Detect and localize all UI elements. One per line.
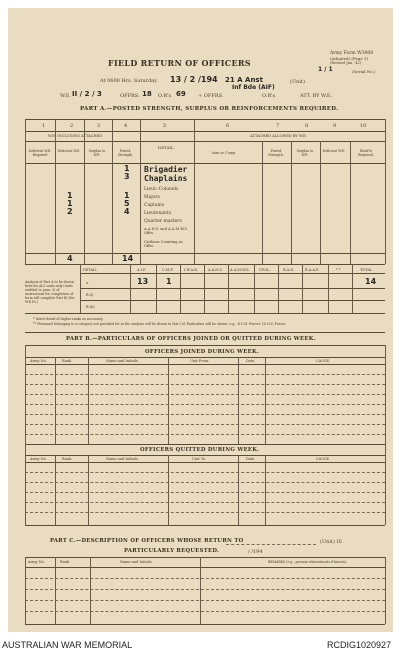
- att-by-we-label: ATT. BY W.E.: [300, 93, 333, 99]
- hdr-posted-strength-r: Posted Strength.: [268, 149, 284, 157]
- col-num-6: 6: [226, 123, 230, 129]
- analysis-hdr-aans: A.A.N.S.: [208, 268, 223, 272]
- joined-hdr-army-no: Army No.: [30, 359, 47, 363]
- analysis-hdr-total: TOTAL: [360, 268, 373, 272]
- plus-offrs-label: + OFFRS.: [198, 93, 224, 99]
- posted-majors: 1: [124, 191, 130, 200]
- note-2: ** Personnel belonging to a category not provided for in the analysis will be shown in this Col. Particulars will be shown, e.g., D.C.H. Forces: 16 N.Z. Forces: [33, 322, 286, 326]
- analysis-hdr-aamws: A.A.M.W.S.: [230, 268, 250, 272]
- col-num-1: 1: [42, 123, 46, 129]
- posted-chaplains: 3: [124, 172, 130, 181]
- unit-label: (Unit): [290, 79, 305, 85]
- quitted-title: OFFICERS QUITTED DURING WEEK.: [140, 447, 260, 453]
- joined-hdr-date: Date.: [246, 359, 256, 363]
- analysis-hdr-other: * *: [336, 268, 341, 272]
- form-title: FIELD RETURN OF OFFICERS: [108, 58, 251, 68]
- rank-aans: A.A.N.S. and A.A.M.W.S. Offrs.: [144, 227, 189, 235]
- hdr-deficient-we: Deficient W.E.: [57, 149, 81, 153]
- col-num-8: 8: [305, 123, 309, 129]
- rank-lieutenants: Lieutenants: [144, 211, 172, 216]
- joined-hdr-unit: Unit From.: [190, 359, 210, 363]
- analysis-row-a: a.: [86, 281, 90, 285]
- analysis-row-bii: B.(ii): [86, 305, 95, 309]
- col-num-2: 2: [70, 123, 74, 129]
- analysis-hdr-ran: R.A.N.: [283, 268, 295, 272]
- quitted-hdr-cause: CAUSE.: [316, 457, 331, 461]
- posted-brigadier: 1: [124, 164, 130, 173]
- analysis-hdr-raaf: R.A.A.F.: [305, 268, 320, 272]
- analysis-hdr-civil: CIVIL.: [259, 268, 271, 272]
- hrs-line: At 0600 Hrs. Saturday: [100, 78, 157, 84]
- part-c-hdr-army-no: Army No.: [28, 560, 45, 564]
- quitted-hdr-date: Date.: [246, 457, 256, 461]
- rank-captains: Captains: [144, 203, 165, 208]
- analysis-row-bi: B.(i): [86, 293, 94, 297]
- col-num-5: 5: [163, 123, 167, 129]
- analysis-aif-value: 13: [137, 277, 149, 286]
- we-value: II / 2 / 3: [72, 90, 102, 98]
- adopted-label: (Adopted) (Page 1): [330, 56, 369, 61]
- analysis-total-value: 14: [365, 277, 377, 286]
- deficient-lieutenants: 2: [67, 207, 73, 216]
- part-c-title-2: PARTICULARLY REQUESTED.: [124, 548, 220, 554]
- part-b-title: PART B.—PARTICULARS OF OFFICERS JOINED OR QUITTED DURING WEEK.: [66, 336, 316, 342]
- part-c-hdr-remarks: REMARKS (e.g., present whereabouts if known).: [268, 560, 347, 564]
- hdr-surplus-r: Surplus to W.E.: [296, 149, 314, 157]
- rank-quartermasters: Quarter-masters: [144, 219, 182, 224]
- hdr-deficient-required: Deficient W.E. Required: [28, 149, 52, 157]
- rank-lt-colonels: Lieut.-Colonels: [144, 187, 179, 192]
- rank-civilians: Civilians Counting as Offrs.: [144, 240, 183, 248]
- analysis-hdr-aif: A.I.F.: [137, 268, 147, 272]
- posted-lieutenants: 4: [124, 207, 130, 216]
- unit-value-2: Inf Bde (AIF): [232, 84, 275, 91]
- joined-hdr-name: Name and Initials.: [106, 359, 139, 363]
- army-form-label: Army Form W3008: [330, 51, 374, 56]
- quitted-hdr-army-no: Army No.: [30, 457, 47, 461]
- part-a-title: PART A.—POSTED STRENGTH, SURPLUS OR REINFORCEMENTS REQUIRED.: [80, 106, 339, 112]
- col-num-9: 9: [333, 123, 337, 129]
- serial-value: 1 / 1: [318, 66, 333, 73]
- deficient-captains: 1: [67, 199, 73, 208]
- date-value: 13 / 2 /194: [170, 75, 218, 84]
- joined-title: OFFICERS JOINED DURING WEEK.: [145, 349, 260, 355]
- analysis-cmf-value: 1: [166, 277, 172, 286]
- part-c-date-blank: / /194: [248, 549, 263, 555]
- hdr-posted-strength: Posted Strength: [117, 149, 133, 157]
- posted-captains: 5: [124, 199, 130, 208]
- revised-label: (Revised Jan. '42): [330, 61, 362, 65]
- col-num-10: 10: [360, 123, 367, 129]
- hdr-surplus-we: Surplus to W.E.: [88, 149, 106, 157]
- hdr-reinf-r: Reinf'ts Required.: [358, 149, 374, 157]
- hdr-detail: DETAIL.: [158, 145, 175, 150]
- offrs-label: OFFRS.: [120, 93, 140, 99]
- analysis-hdr-iwar: I.W.A.R.: [184, 268, 198, 272]
- part-c-title-1: PART C.—DESCRIPTION OF OFFICERS WHOSE RETURN TO: [50, 538, 244, 544]
- quitted-hdr-rank: Rank.: [62, 457, 73, 461]
- group-right-header: ATTACHED ALLOWED BY W.E.: [250, 134, 307, 138]
- part-c-unit-label: (Unit) IS: [320, 539, 342, 545]
- hdr-arm-corps: Arm or Corps.: [212, 151, 237, 155]
- footer-credit: AUSTRALIAN WAR MEMORIAL: [2, 640, 133, 650]
- rank-majors: Majors: [144, 195, 160, 200]
- serial-label: (Serial No.): [352, 69, 376, 74]
- part-c-hdr-name: Name and Initials.: [120, 560, 153, 564]
- joined-hdr-rank: Rank.: [62, 359, 73, 363]
- col-num-3: 3: [97, 123, 101, 129]
- ors-label: O.R's: [158, 93, 172, 99]
- unit-value: 21 A Anst: [225, 76, 263, 84]
- part-c-hdr-rank: Rank.: [60, 560, 71, 564]
- quitted-hdr-name: Name and Initials.: [106, 457, 139, 461]
- analysis-hdr-detail: DETAIL: [83, 268, 97, 272]
- group-left-header: W.E. INCLUDING ATTACHED.: [48, 134, 104, 138]
- col-num-4: 4: [124, 123, 128, 129]
- total-col2: 4: [67, 254, 73, 263]
- note-1: * Insert detail of higher ranks as necessary.: [33, 317, 104, 321]
- joined-hdr-cause: CAUSE.: [316, 359, 331, 363]
- deficient-majors: 1: [67, 191, 73, 200]
- footer-id: RCDIG1020927: [327, 640, 392, 650]
- ors-value: 69: [176, 90, 186, 98]
- rank-chaplains: Chaplains: [144, 174, 188, 183]
- ors2-label: O.R's: [262, 93, 276, 99]
- col-num-7: 7: [276, 123, 280, 129]
- offrs-value: 18: [142, 90, 152, 98]
- quitted-hdr-unit: Unit To.: [192, 457, 207, 461]
- analysis-hdr-cmf: C.M.F.: [162, 268, 174, 272]
- hdr-deficient-r: Deficient W.E.: [322, 149, 346, 153]
- rank-brigadier: Brigadier: [144, 165, 188, 174]
- analysis-label: Analysis of Part A to be shown here for ALL units only (units entitled to para. 3) of instructions for completion of form will complete Part B) (for W.E.Ps.): [25, 280, 75, 304]
- we-label: W.E.: [60, 93, 72, 99]
- total-col4: 14: [122, 254, 134, 263]
